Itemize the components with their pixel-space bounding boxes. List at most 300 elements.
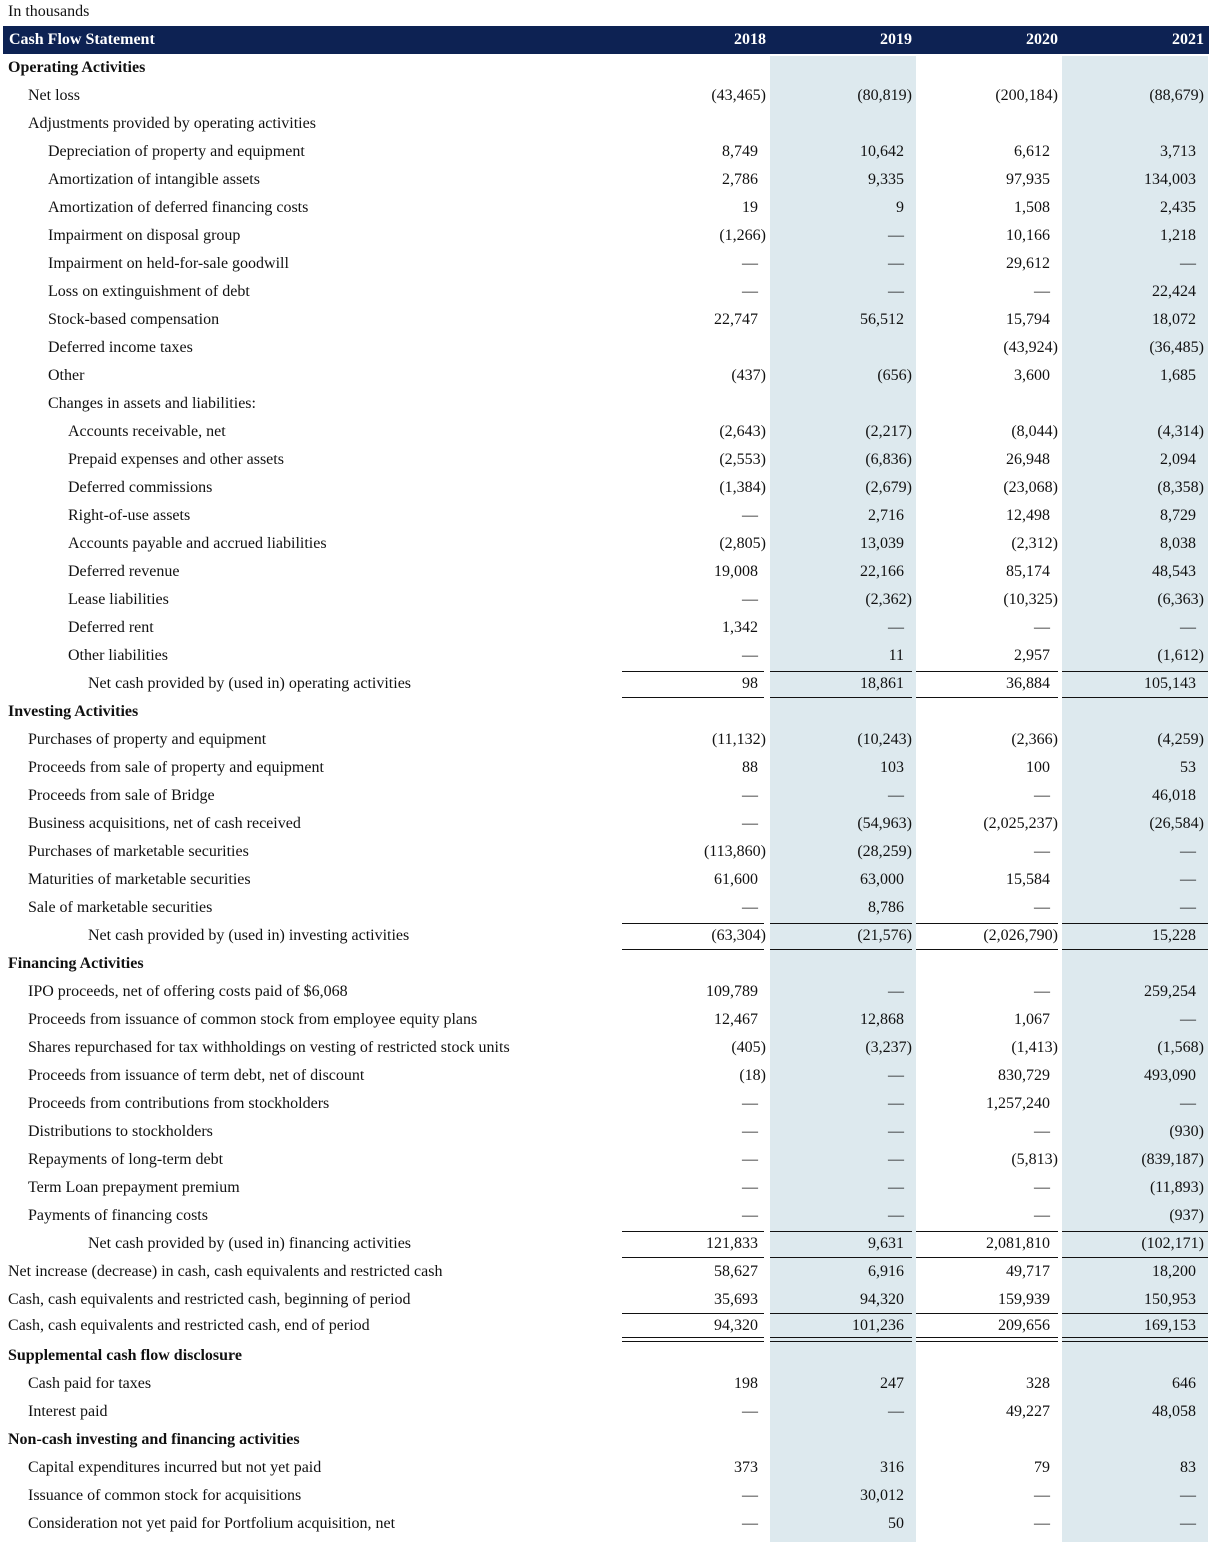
table-row	[0, 1370, 1220, 1398]
cell-2018: 121,833	[706, 1235, 758, 1252]
cell-2018: (43,465)	[711, 87, 766, 104]
row-label: Proceeds from sale of property and equipment	[28, 759, 324, 776]
table-row	[0, 754, 1220, 782]
cell-2021: —	[1180, 1095, 1196, 1112]
table-row	[0, 82, 1220, 110]
table-row	[0, 278, 1220, 306]
total-row	[0, 1230, 1220, 1258]
cell-2021: (1,568)	[1157, 1039, 1204, 1056]
cell-2021: 169,153	[1144, 1317, 1196, 1334]
cell-2018: (2,805)	[719, 535, 766, 552]
cell-2021: 18,200	[1152, 1263, 1196, 1280]
cell-2018: —	[742, 1403, 758, 1420]
cell-2021: 53	[1180, 759, 1196, 776]
cell-2020: —	[1034, 619, 1050, 636]
row-label: Prepaid expenses and other assets	[68, 451, 284, 468]
row-label: Right-of-use assets	[68, 507, 191, 524]
cell-2021: 134,003	[1144, 171, 1196, 188]
cell-2020: 49,717	[1006, 1263, 1050, 1280]
header-year-2019: 2019	[880, 31, 912, 48]
cell-2018: —	[742, 1095, 758, 1112]
total-row	[0, 922, 1220, 950]
cell-2021: (11,893)	[1149, 1179, 1204, 1196]
row-label: Loss on extinguishment of debt	[48, 283, 250, 300]
cell-2020: —	[1034, 1179, 1050, 1196]
cell-2019: 63,000	[860, 871, 904, 888]
cell-2021: 22,424	[1152, 283, 1196, 300]
cell-2018: (405)	[731, 1039, 766, 1056]
cell-2019: (2,217)	[865, 423, 912, 440]
cell-2020: (2,366)	[1011, 731, 1058, 748]
cell-2020: 29,612	[1006, 255, 1050, 272]
cell-2019: (656)	[877, 367, 912, 384]
cell-2019: —	[888, 1207, 904, 1224]
cell-2018: 1,342	[722, 619, 758, 636]
table-row	[0, 782, 1220, 810]
cell-2018: —	[742, 255, 758, 272]
row-label: Proceeds from contributions from stockholders	[28, 1095, 330, 1112]
row-label: Business acquisitions, net of cash received	[28, 815, 301, 832]
total-rule	[916, 923, 1058, 924]
cell-2018: (1,384)	[719, 479, 766, 496]
cell-2018: —	[742, 1515, 758, 1532]
cell-2018: 8,749	[722, 143, 758, 160]
table-row	[0, 614, 1220, 642]
row-label: Impairment on disposal group	[48, 227, 241, 244]
cell-2020: 1,257,240	[986, 1095, 1050, 1112]
table-row	[0, 1034, 1220, 1062]
section-row	[0, 1342, 1220, 1370]
table-header	[3, 26, 1209, 54]
row-label: Issuance of common stock for acquisitions	[28, 1487, 302, 1504]
table-row	[0, 866, 1220, 894]
row-label: Deferred revenue	[68, 563, 180, 580]
cell-2019: 11	[888, 647, 904, 664]
cell-2018: (63,304)	[711, 927, 766, 944]
table-row	[0, 642, 1220, 670]
table-row	[0, 558, 1220, 586]
cell-2018: —	[742, 815, 758, 832]
cell-2020: 830,729	[998, 1067, 1050, 1084]
table-row	[0, 110, 1220, 138]
row-label: Proceeds from sale of Bridge	[28, 787, 215, 804]
cell-2018: (437)	[731, 367, 766, 384]
cell-2020: 85,174	[1006, 563, 1050, 580]
table-row	[0, 726, 1220, 754]
cell-2020: 3,600	[1014, 367, 1050, 384]
row-label: Maturities of marketable securities	[28, 871, 251, 888]
total-rule	[622, 1313, 764, 1314]
units-note: In thousands	[8, 3, 90, 20]
cell-2018: (11,132)	[711, 731, 766, 748]
table-row	[0, 586, 1220, 614]
row-label: Payments of financing costs	[28, 1207, 208, 1224]
cell-2019: 12,868	[860, 1011, 904, 1028]
row-label: Cash, cash equivalents and restricted cash, end of period	[8, 1317, 370, 1334]
total-rule	[1062, 1231, 1208, 1232]
cell-2021: 1,218	[1160, 227, 1196, 244]
table-row	[0, 1286, 1220, 1314]
cell-2020: —	[1034, 899, 1050, 916]
cell-2019: (80,819)	[857, 87, 912, 104]
table-row	[0, 1398, 1220, 1426]
section-row	[0, 1426, 1220, 1454]
cell-2021: 18,072	[1152, 311, 1196, 328]
total-rule	[770, 923, 912, 924]
total-rule	[770, 671, 912, 672]
cell-2020: (8,044)	[1011, 423, 1058, 440]
row-label: Depreciation of property and equipment	[48, 143, 305, 160]
cell-2019: (28,259)	[857, 843, 912, 860]
total-rule	[916, 671, 1058, 672]
cell-2018: —	[742, 647, 758, 664]
cell-2021: 15,228	[1152, 927, 1196, 944]
cell-2019: (3,237)	[865, 1039, 912, 1056]
row-label: Cash paid for taxes	[28, 1375, 152, 1392]
table-row	[0, 1482, 1220, 1510]
cell-2019: 50	[888, 1515, 904, 1532]
cell-2019: 9,631	[868, 1235, 904, 1252]
cell-2020: —	[1034, 1487, 1050, 1504]
table-row	[0, 810, 1220, 838]
section-label: Investing Activities	[8, 703, 139, 720]
total-rule	[622, 671, 764, 672]
row-label: Net cash provided by (used in) operating activities	[88, 675, 412, 692]
row-label: Deferred rent	[68, 619, 154, 636]
cell-2021: 8,729	[1160, 507, 1196, 524]
table-row	[0, 1090, 1220, 1118]
cell-2018: 373	[734, 1459, 758, 1476]
row-label: Proceeds from issuance of common stock from employee equity plans	[28, 1011, 478, 1028]
table-row	[0, 1510, 1220, 1538]
table-row	[0, 250, 1220, 278]
row-label: Impairment on held-for-sale goodwill	[48, 255, 289, 272]
cell-2020: 2,957	[1014, 647, 1050, 664]
cell-2021: 1,685	[1160, 367, 1196, 384]
table-row	[0, 474, 1220, 502]
cell-2019: —	[888, 283, 904, 300]
cell-2018: (113,860)	[703, 843, 766, 860]
table-row	[0, 418, 1220, 446]
row-label: Accounts receivable, net	[68, 423, 226, 440]
cell-2020: (5,813)	[1011, 1151, 1058, 1168]
total-row	[0, 670, 1220, 698]
cell-2020: 15,584	[1006, 871, 1050, 888]
total-row	[0, 1312, 1220, 1340]
cell-2018: —	[742, 283, 758, 300]
cell-2020: 15,794	[1006, 311, 1050, 328]
cell-2019: —	[888, 227, 904, 244]
cell-2020: —	[1034, 843, 1050, 860]
cell-2018: 22,747	[714, 311, 758, 328]
cell-2020: (10,325)	[1003, 591, 1058, 608]
table-row	[0, 222, 1220, 250]
cell-2018: —	[742, 507, 758, 524]
cell-2020: 1,067	[1014, 1011, 1050, 1028]
cell-2020: 6,612	[1014, 143, 1050, 160]
cell-2019: —	[888, 255, 904, 272]
cell-2018: 198	[734, 1375, 758, 1392]
cell-2018: 94,320	[714, 1317, 758, 1334]
row-label: Sale of marketable securities	[28, 899, 213, 916]
table-row	[0, 334, 1220, 362]
cell-2020: 1,508	[1014, 199, 1050, 216]
header-year-2018: 2018	[734, 31, 766, 48]
cell-2019: 103	[880, 759, 904, 776]
cell-2021: 48,543	[1152, 563, 1196, 580]
cell-2018: —	[742, 591, 758, 608]
cell-2018: 61,600	[714, 871, 758, 888]
cell-2020: 100	[1026, 759, 1050, 776]
row-label: Distributions to stockholders	[28, 1123, 213, 1140]
row-label: Shares repurchased for tax withholdings on vesting of restricted stock units	[28, 1039, 510, 1056]
total-rule	[622, 1231, 764, 1232]
cell-2020: 49,227	[1006, 1403, 1050, 1420]
cell-2021: 46,018	[1152, 787, 1196, 804]
row-label: Accounts payable and accrued liabilities	[68, 535, 327, 552]
cell-2019: (21,576)	[857, 927, 912, 944]
cell-2020: (2,312)	[1011, 535, 1058, 552]
row-label: Adjustments provided by operating activities	[28, 115, 316, 132]
total-rule	[1062, 1313, 1208, 1314]
table-row	[0, 1062, 1220, 1090]
cell-2018: —	[742, 1179, 758, 1196]
section-row	[0, 950, 1220, 978]
cell-2019: —	[888, 1403, 904, 1420]
cell-2020: (2,026,790)	[983, 927, 1058, 944]
cell-2021: (26,584)	[1149, 815, 1204, 832]
cell-2020: 97,935	[1006, 171, 1050, 188]
cell-2019: 6,916	[868, 1263, 904, 1280]
cell-2019: 30,012	[860, 1487, 904, 1504]
cell-2021: 259,254	[1144, 983, 1196, 1000]
row-label: Net cash provided by (used in) financing activities	[88, 1235, 412, 1252]
table-row	[0, 1202, 1220, 1230]
row-label: Term Loan prepayment premium	[28, 1179, 240, 1196]
cell-2021: 646	[1172, 1375, 1196, 1392]
row-label: Other liabilities	[68, 647, 168, 664]
cell-2019: —	[888, 619, 904, 636]
cell-2020: —	[1034, 1207, 1050, 1224]
cell-2020: —	[1034, 983, 1050, 1000]
row-label: Deferred income taxes	[48, 339, 193, 356]
cell-2021: —	[1180, 1487, 1196, 1504]
cell-2019: (2,362)	[865, 591, 912, 608]
cell-2019: (10,243)	[857, 731, 912, 748]
cell-2020: (43,924)	[1003, 339, 1058, 356]
cell-2021: —	[1180, 255, 1196, 272]
row-label: Amortization of intangible assets	[48, 171, 260, 188]
cell-2021: (36,485)	[1149, 339, 1204, 356]
cell-2021: (1,612)	[1157, 647, 1204, 664]
cell-2021: 105,143	[1144, 675, 1196, 692]
cell-2021: 2,435	[1160, 199, 1196, 216]
cell-2018: 19,008	[714, 563, 758, 580]
row-label: Capital expenditures incurred but not yet paid	[28, 1459, 322, 1476]
cell-2019: 316	[880, 1459, 904, 1476]
cell-2018: 12,467	[714, 1011, 758, 1028]
cell-2018: —	[742, 1151, 758, 1168]
cell-2021: (6,363)	[1157, 591, 1204, 608]
cell-2021: 150,953	[1144, 1291, 1196, 1308]
cell-2020: (2,025,237)	[983, 815, 1058, 832]
cell-2021: —	[1180, 843, 1196, 860]
cell-2021: (930)	[1169, 1123, 1204, 1140]
cell-2019: —	[888, 1151, 904, 1168]
cell-2021: 83	[1180, 1459, 1196, 1476]
double-rule	[916, 1337, 1058, 1338]
section-label: Non-cash investing and financing activities	[8, 1431, 300, 1448]
cell-2020: 79	[1034, 1459, 1050, 1476]
table-row	[0, 978, 1220, 1006]
cell-2019: 18,861	[860, 675, 904, 692]
cell-2020: 26,948	[1006, 451, 1050, 468]
cell-2021: 8,038	[1160, 535, 1196, 552]
row-label: Cash, cash equivalents and restricted cash, beginning of period	[8, 1291, 411, 1308]
cell-2018: (2,643)	[719, 423, 766, 440]
table-row	[0, 446, 1220, 474]
cell-2021: —	[1180, 619, 1196, 636]
table-row	[0, 838, 1220, 866]
cell-2019: 8,786	[868, 899, 904, 916]
cell-2019: 94,320	[860, 1291, 904, 1308]
table-row	[0, 1454, 1220, 1482]
row-label: Repayments of long-term debt	[28, 1151, 224, 1168]
cell-2019: (2,679)	[865, 479, 912, 496]
cell-2020: —	[1034, 1123, 1050, 1140]
cell-2018: 2,786	[722, 171, 758, 188]
row-label: Amortization of deferred financing costs	[48, 199, 309, 216]
table-row	[0, 306, 1220, 334]
cell-2020: 10,166	[1006, 227, 1050, 244]
cell-2018: 35,693	[714, 1291, 758, 1308]
cell-2020: —	[1034, 787, 1050, 804]
cell-2020: 2,081,810	[986, 1235, 1050, 1252]
cell-2021: —	[1180, 899, 1196, 916]
cell-2020: 36,884	[1006, 675, 1050, 692]
cell-2018: —	[742, 1487, 758, 1504]
cell-2021: 493,090	[1144, 1067, 1196, 1084]
cell-2018: 109,789	[706, 983, 758, 1000]
table-row	[0, 1006, 1220, 1034]
cell-2021: (8,358)	[1157, 479, 1204, 496]
cell-2019: 247	[880, 1375, 904, 1392]
cell-2020: (200,184)	[995, 87, 1058, 104]
cell-2021: (102,171)	[1141, 1235, 1204, 1252]
total-rule	[1062, 923, 1208, 924]
table-row	[0, 894, 1220, 922]
cell-2020: (23,068)	[1003, 479, 1058, 496]
cell-2020: 12,498	[1006, 507, 1050, 524]
double-rule	[622, 1337, 764, 1338]
row-label: IPO proceeds, net of offering costs paid of $6,068	[28, 983, 348, 1000]
row-label: Net cash provided by (used in) investing activities	[88, 927, 410, 944]
table-row	[0, 194, 1220, 222]
section-label: Financing Activities	[8, 955, 144, 972]
row-label: Lease liabilities	[68, 591, 169, 608]
cell-2021: (839,187)	[1141, 1151, 1204, 1168]
row-label: Interest paid	[28, 1403, 108, 1420]
section-label: Operating Activities	[8, 59, 146, 76]
table-row	[0, 1146, 1220, 1174]
cell-2020: 209,656	[998, 1317, 1050, 1334]
cell-2018: (18)	[739, 1067, 766, 1084]
row-label: Deferred commissions	[68, 479, 213, 496]
row-label: Other	[48, 367, 85, 384]
cell-2018: 88	[742, 759, 758, 776]
row-label: Purchases of property and equipment	[28, 731, 267, 748]
section-row	[0, 698, 1220, 726]
row-label: Proceeds from issuance of term debt, net of discount	[28, 1067, 365, 1084]
cell-2019: —	[888, 983, 904, 1000]
cell-2021: —	[1180, 871, 1196, 888]
cell-2019: (6,836)	[865, 451, 912, 468]
cell-2021: (937)	[1169, 1207, 1204, 1224]
cell-2019: (54,963)	[857, 815, 912, 832]
table-row	[0, 166, 1220, 194]
cell-2019: —	[888, 1123, 904, 1140]
double-rule	[770, 1337, 912, 1338]
cell-2020: (1,413)	[1011, 1039, 1058, 1056]
cell-2018: —	[742, 787, 758, 804]
cell-2018: —	[742, 899, 758, 916]
cell-2020: —	[1034, 283, 1050, 300]
cell-2019: 22,166	[860, 563, 904, 580]
cell-2019: 9	[896, 199, 904, 216]
table-row	[0, 362, 1220, 390]
row-label: Stock-based compensation	[48, 311, 220, 328]
table-row	[0, 530, 1220, 558]
double-rule	[1062, 1337, 1208, 1338]
cell-2018: (2,553)	[719, 451, 766, 468]
cell-2021: —	[1180, 1515, 1196, 1532]
total-rule	[770, 1313, 912, 1314]
cell-2018: —	[742, 1123, 758, 1140]
row-label: Consideration not yet paid for Portfolium acquisition, net	[28, 1515, 396, 1532]
cell-2021: (4,259)	[1157, 731, 1204, 748]
cell-2018: 58,627	[714, 1263, 758, 1280]
table-row	[0, 390, 1220, 418]
total-rule	[1062, 671, 1208, 672]
cell-2021: —	[1180, 1011, 1196, 1028]
cell-2021: 2,094	[1160, 451, 1196, 468]
cell-2019: —	[888, 1095, 904, 1112]
total-rule	[770, 1231, 912, 1232]
cell-2018: —	[742, 1207, 758, 1224]
cell-2020: 159,939	[998, 1291, 1050, 1308]
row-label: Net increase (decrease) in cash, cash equivalents and restricted cash	[8, 1263, 443, 1280]
cell-2018: 98	[742, 675, 758, 692]
table-row	[0, 138, 1220, 166]
cell-2021: (4,314)	[1157, 423, 1204, 440]
row-label: Purchases of marketable securities	[28, 843, 249, 860]
section-label: Supplemental cash flow disclosure	[8, 1347, 242, 1364]
row-label: Net loss	[28, 87, 80, 104]
table-row	[0, 1258, 1220, 1286]
cell-2019: 101,236	[852, 1317, 904, 1334]
cell-2020: —	[1034, 1515, 1050, 1532]
header-label: Cash Flow Statement	[9, 31, 155, 48]
table-row	[0, 1174, 1220, 1202]
total-rule	[622, 923, 764, 924]
total-rule	[916, 1313, 1058, 1314]
header-year-2021: 2021	[1172, 31, 1204, 48]
cell-2020: 328	[1026, 1375, 1050, 1392]
cell-2019: 13,039	[860, 535, 904, 552]
cell-2019: 56,512	[860, 311, 904, 328]
header-year-2020: 2020	[1026, 31, 1058, 48]
cell-2021: 3,713	[1160, 143, 1196, 160]
